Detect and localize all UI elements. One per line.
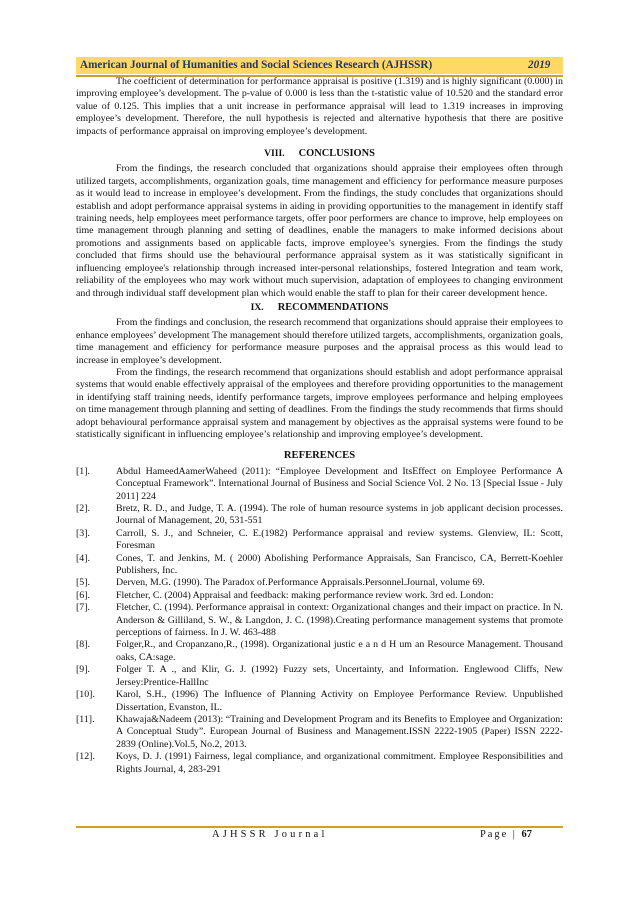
reference-item	[76, 751, 563, 776]
reference-text: Derven, M.G. (1990). The Paradox of.Performance Appraisals.Personnel.Journal, volume 69.	[116, 577, 485, 589]
reference-item	[76, 664, 563, 689]
reference-text: Khawaja&Nadeem (2013): “Training and Development Program and its Benefits to Employee and Organization: A Conceptual Study”. European Journal of Business and Management.ISSN 2222-1905 (Paper) ISSN 2222-2839 (Online).Vol.5, No.2, 2013.	[116, 713, 563, 750]
journal-year: 2019	[528, 59, 551, 71]
references-heading: REFERENCES	[283, 450, 356, 462]
footer-rule	[76, 826, 563, 828]
conclusions-paragraph: From the findings, the research concluded that organizations should appraise their employees often through utilized targets, accomplishments, organization goals, time management and efficiency for performance measure purposes as it would lead to increase in employee’s development. From the findings, the study concludes that organizations should establish and adopt performance appraisal systems in aiding in providing opportunities to the management in identify staff training needs, help employees meet performance targets, offer poor performers are chance to improve, help employees on time management through planning and setting of deadlines, enable the managers to make informed decisions about promotions and assignments based on applicable facts, improve employee’s synergies. From the findings the study concluded that firms should use the behavioural performance appraisal system as it was statistically significant in influencing employee's relationship through increased inter-personal relationships, fostered Integration and team work, reliability of the employees who may work without much supervision, adaptation of employees to changing environment and through individual staff development plan which would enable the staff to plan for their career development hence.	[76, 163, 563, 299]
reference-text: Fletcher, C. (1994). Performance appraisal in context: Organizational changes and their impact on practice. In N. Anderson & Gilliland, S. W., & Langdon, J. C. (1998).Creating performance management systems that promote perceptions of fairness. In J. W. 463-488	[116, 602, 563, 639]
reference-text: Koys, D. J. (1991) Fairness, legal compliance, and organizational commitment. Employee Responsibilities and Rights Journal, 4, 283-291	[116, 751, 563, 775]
conclusions-heading	[76, 148, 563, 160]
footer-page	[480, 829, 532, 840]
reference-text: Karol, S.H., (1996) The Influence of Planning Activity on Employee Performance Review. Unpublished Dissertation, Evanston, IL.	[116, 689, 563, 713]
recommendations-paragraph-2: From the findings, the research recommend that organizations should establish and adopt performance appraisal systems that would enable effectively appraisal of the employees and therefore providing opportunities to the management in identifying staff training needs, identify performance targets, improve employees performance and helping employees on time management through planning and setting of deadlines. From the findings the study recommends that firms should adopt behavioural performance appraisal system and management by objectives as the appraisal systems were found to be statistically significant in influencing employee’s relationship and improving employee’s development.	[76, 366, 563, 440]
reference-number: [10].	[76, 689, 95, 701]
reference-text: Cones, T. and Jenkins, M. ( 2000) Abolishing Performance Appraisals, San Francisco, CA, Berrett-Koehler Publishers, Inc.	[116, 552, 563, 577]
reference-item	[76, 689, 563, 714]
footer-journal: AJHSSR Journal	[212, 829, 328, 840]
reference-number: [12].	[76, 751, 95, 763]
reference-item	[76, 714, 563, 751]
reference-item	[76, 503, 563, 528]
recommendations-heading	[76, 302, 563, 314]
reference-text: Fletcher, C. (2004) Appraisal and feedback: making performance review work. 3rd ed. London:	[116, 589, 494, 601]
reference-item	[76, 602, 563, 639]
reference-item	[76, 466, 563, 503]
reference-number: [6].	[76, 589, 90, 601]
reference-number: [1].	[76, 465, 90, 477]
reference-item	[76, 528, 563, 553]
footer-page-label: Page |	[480, 829, 517, 840]
conclusions-number: VIII.	[264, 148, 285, 160]
reference-text: Folger,R., and Cropanzano,R., (1998). Organizational justic e a n d H um an Resource Management. Thousand oaks, CA:sage.	[116, 639, 563, 663]
reference-item	[76, 577, 563, 589]
reference-number: [4].	[76, 552, 90, 564]
reference-text: Folger T. A ., and Klir, G. J. (1992) Fuzzy sets, Uncertainty, and Information. Englewood Cliffs, New Jersey:Prentice-HallInc	[116, 664, 563, 688]
references-list	[76, 466, 563, 776]
reference-text: Carroll, S. J., and Schneier, C. E.(1982) Performance appraisal and review systems. Glenview, IL: Scott, Foresman	[116, 527, 563, 552]
footer-page-number: 67	[521, 829, 532, 840]
recommendations-title: RECOMMENDATIONS	[277, 301, 389, 313]
reference-text: Bretz, R. D., and Judge, T. A. (1994). The role of human resource systems in job applicant decision processes. Journal of Management, 20, 531-551	[116, 503, 563, 527]
recommendations-number: IX.	[250, 301, 264, 313]
reference-number: [5].	[76, 577, 90, 589]
conclusions-title: CONCLUSIONS	[298, 148, 375, 160]
intro-paragraph: The coefficient of determination for performance appraisal is positive (1.319) and is highly significant (0.000) in improving employee’s development. The p-value of 0.000 is less than the t-statistic value of 10.520 and the standard error value of 0.125. This implies that a unit increase in performance appraisal will lead to 1.319 increases in improving employee’s development. Therefore, the null hypothesis is rejected and alternative hypothesis that there are positive impacts of performance appraisal on improving employee’s development.	[76, 76, 563, 137]
reference-number: [7].	[76, 602, 90, 614]
reference-number: [8].	[76, 639, 90, 651]
reference-number: [3].	[76, 527, 90, 539]
reference-item	[76, 590, 563, 602]
reference-number: [9].	[76, 664, 90, 676]
reference-item	[76, 639, 563, 664]
page-content	[76, 76, 563, 776]
journal-title: American Journal of Humanities and Social Sciences Research (AJHSSR)	[80, 59, 433, 71]
reference-item	[76, 553, 563, 578]
reference-text: Abdul HameedAamerWaheed (2011): “Employee Development and ItsEffect on Employee Performance A Conceptual Framework”. International Journal of Business and Social Science Vol. 2 No. 13 [Special Issue - July 2011] 224	[116, 465, 563, 502]
recommendations-paragraph-1: From the findings and conclusion, the research recommend that organizations should appraise their employees to enhance employees’ development The management should therefore utilized targets, accomplishments, organization goals, time management and efficiency for performance measure purposes and the appraisal process as this would lead to increase in employee’s development.	[76, 317, 563, 366]
reference-number: [11].	[76, 713, 95, 725]
reference-number: [2].	[76, 503, 90, 514]
